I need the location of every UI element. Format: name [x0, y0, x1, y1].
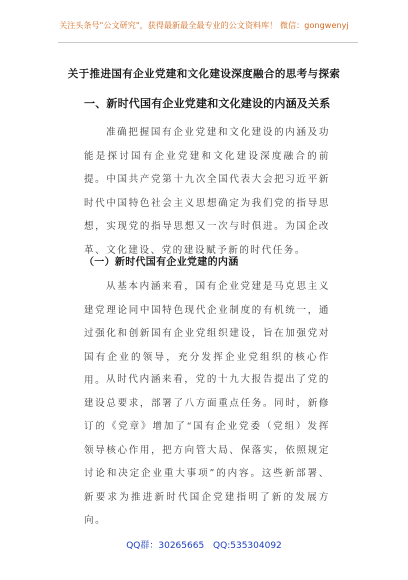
body-paragraph: 准确把握国有企业党建和文化建设的内涵及功能是探讨国有企业党建和文化建设深度融合的前提。中国共产党第十九次全国代表大会把习近平新时代中国特色社会主义思想确定为我们党的指导思想，实现党的指导思想又一次与时俱进。为国企改革、文化建设、党的建设赋予新的时代任务。 [84, 127, 330, 256]
header-divider [58, 42, 358, 43]
body-paragraph: 从基本内涵来看，国有企业党建是马克思主义建党理论同中国特色现代企业制度的有机统一，通过强化和创新国有企业党组织建设，旨在加强党对国有企业的领导，充分发挥企业党组织的核心作用。 [84, 281, 330, 386]
section-heading: 一、新时代国有企业党建和文化建设的内涵及关系 [84, 97, 331, 110]
header-notice: 关注头条号"公文研究"，获得最新最全最专业的公文资料库！ 微信：gongwenyj [59, 21, 349, 30]
subsection-heading: （一）新时代国有企业党建的内涵 [84, 257, 239, 268]
document-title: 关于推进国有企业党建和文化建设深度融合的思考与探索 [67, 68, 341, 80]
body-paragraph: 从时代内涵来看，党的十九大报告提出了党的建设总要求，部署了八方面重点任务。同时，新修订的《党章》增加了“国有企业党委（党组）发挥领导核心作用，把方向管大局、保落实，依照规定讨论和决定企业重大事项”的内容。这些新部署、新要求为推进新时代国企党建指明了新的发展方向。 [84, 374, 330, 526]
footer-contact: QQ群：30265665 QQ:535304092 [126, 541, 282, 551]
